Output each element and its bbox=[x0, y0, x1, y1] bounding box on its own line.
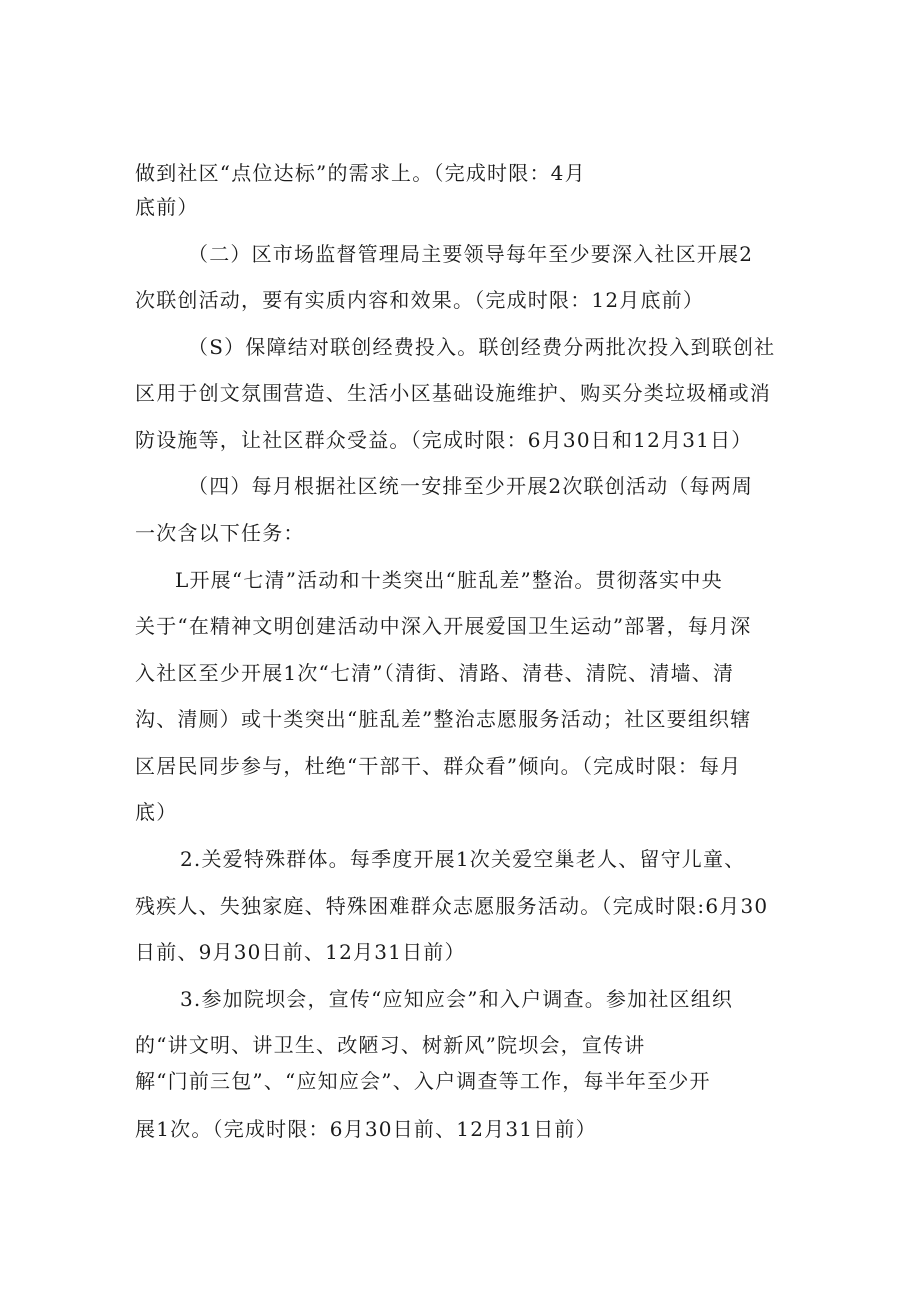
text-line: 做到社区“点位达标”的需求上。（完成时限：4月 bbox=[135, 161, 586, 185]
text-line: 日前、9月30日前、12月31日前） bbox=[135, 940, 466, 964]
text-line: 的“讲文明、讲卫生、改陋习、树新风”院坝会，宣传讲 bbox=[135, 1033, 646, 1057]
text-line: 次联创活动，要有实质内容和效果。（完成时限：12月底前） bbox=[135, 288, 705, 312]
text-line: 展1次。（完成时限：6月30日前、12月31日前） bbox=[135, 1117, 597, 1141]
text-line: 区用于创文氛围营造、生活小区基础设施维护、购买分类垃圾桶或消 bbox=[135, 381, 771, 405]
text-line: 防设施等，让社区群众受益。（完成时限：6月30日和12月31日） bbox=[135, 428, 753, 452]
text-line: 解“门前三包”、“应知应会”、入户调查等工作，每半年至少开 bbox=[135, 1069, 711, 1093]
text-line: 底） bbox=[135, 800, 178, 824]
text-line: 一次含以下任务： bbox=[135, 521, 305, 545]
text-line: L开展“七清”活动和十类突出“脏乱差”整治。贯彻落实中央 bbox=[175, 568, 723, 592]
text-line: （二）区市场监督管理局主要领导每年至少要深入社区开展2 bbox=[188, 242, 754, 266]
text-line: 2.关爱特殊群体。每季度开展1次关爱空巢老人、留守儿童、 bbox=[180, 847, 746, 871]
text-line: 3.参加院坝会，宣传“应知应会”和入户调查。参加社区组织 bbox=[180, 987, 734, 1011]
text-line: 区居民同步参与，杜绝“干部干、群众看”倾向。（完成时限：每月 bbox=[135, 754, 742, 778]
text-line: 入社区至少开展1次“七清”（清街、清路、清巷、清院、清墙、清 bbox=[135, 661, 735, 685]
text-line: 残疾人、失独家庭、特殊困难群众志愿服务活动。（完成时限:6月30 bbox=[135, 894, 769, 918]
text-line: 关于“在精神文明创建活动中深入开展爱国卫生运动”部署，每月深 bbox=[135, 614, 752, 638]
text-line: （S）保障结对联创经费投入。联创经费分两批次投入到联创社 bbox=[188, 335, 776, 359]
text-line: 沟、清厕）或十类突出“脏乱差”整治志愿服务活动；社区要组织辖 bbox=[135, 707, 752, 731]
text-line: 底前） bbox=[135, 195, 199, 219]
text-line: （四）每月根据社区统一安排至少开展2次联创活动（每两周 bbox=[188, 474, 754, 498]
